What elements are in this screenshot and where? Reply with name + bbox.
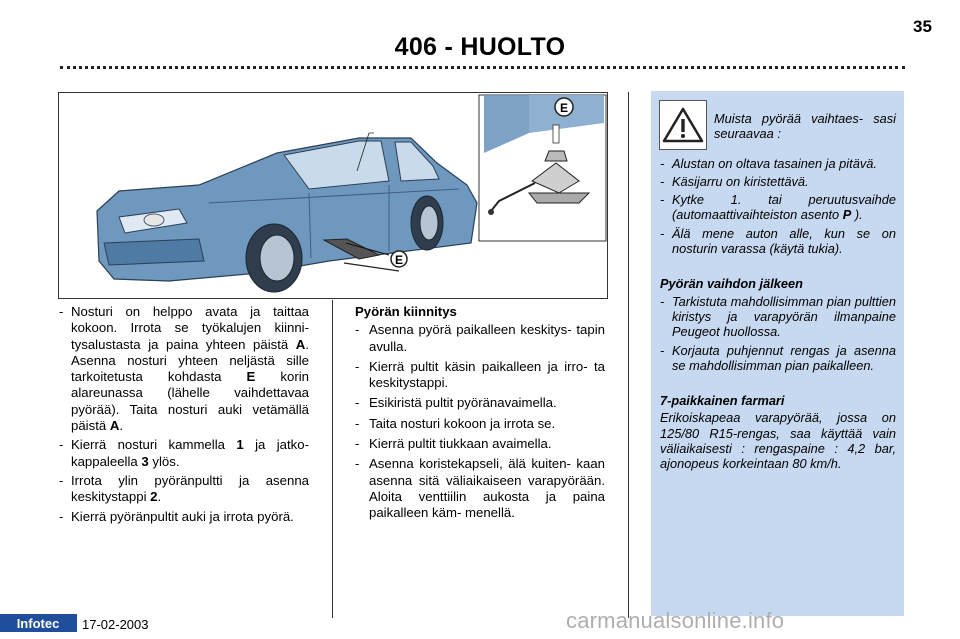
after-change-heading: Pyörän vaihdon jälkeen	[660, 276, 803, 292]
list-item: - Asenna koristekapseli, älä kuiten- kaan asenna sitä väliaikaiseen varapyörään. Aloita venttiilin aukosta ja paina paikalleen käm- menellä.	[355, 456, 605, 521]
car-jack-illustration	[58, 92, 608, 299]
list-item: - Asenna pyörä paikalleen keskitys- tapin avulla.	[355, 322, 605, 354]
page-number: 35	[913, 17, 932, 36]
callout-e-inset	[555, 98, 573, 116]
callout-e-main-label: E	[394, 253, 404, 267]
callout-e-main	[391, 251, 407, 267]
list-item: - Käsijarru on kiristettävä.	[660, 173, 809, 189]
list-item: - Korjauta puhjennut rengas ja asenna se mahdollisimman pian paikalleen.	[660, 342, 896, 373]
page-title: 406 - HUOLTO	[394, 33, 566, 61]
list-item: - Kytke 1. tai peruutusvaihde (automaattivaihteiston asento P ).	[660, 192, 896, 223]
list-item: - Kierrä pultit tiukkaan avaimella.	[355, 436, 552, 452]
list-item: - Kierrä pultit käsin paikalleen ja irro- ta keskitystappi.	[355, 358, 605, 391]
estate-text: Erikoiskapeaa varapyörää, jossa on 125/80 R15-rengas, saa käyttää vain väliaikaisesti : rengaspaine : 4,2 bar, ajonopeus korkeintaan 80 km/h.	[660, 410, 896, 472]
list-item: - Taita nosturi kokoon ja irrota se.	[355, 415, 556, 431]
list-item: - Esikiristä pultit pyöränavaimella.	[355, 395, 557, 411]
jack-instructions-column	[59, 304, 309, 528]
dotted-divider	[60, 66, 905, 69]
note-intro: Muista pyörää vaihtaes- sasi seuraavaa :	[714, 111, 896, 142]
infotec-logo	[0, 614, 77, 632]
column-divider-right	[628, 92, 629, 618]
car-drawing	[97, 133, 477, 292]
list-item: - Nosturi on helppo avata ja taittaa kokoon. Irrota se työkalujen kiinni- tysalustasta ja paina yhteen päistä A. Asenna nosturi yhteen neljästä sille tarkoitetusta kohdasta E korin alareunassa (lähelle vaihdettavaa pyörää). Taita nosturi auki vetämällä päistä A.	[59, 304, 309, 434]
list-item: - Älä mene auton alle, kun se on nosturin varassa (käytä tukia).	[660, 225, 896, 257]
jack-inset	[479, 95, 606, 241]
note-box	[651, 91, 904, 616]
list-item: - Kierrä nosturi kammella 1 ja jatko- kappaleella 3 ylös.	[59, 437, 309, 469]
callout-e-inset-label: E	[559, 101, 569, 115]
wheel-fitting-column	[355, 304, 605, 526]
estate-heading: 7-paikkainen farmari	[660, 393, 785, 409]
footer-date: 17-02-2003	[82, 617, 149, 632]
list-item: - Alustan on oltava tasainen ja pitävä.	[660, 155, 877, 171]
list-item: - Tarkistuta mahdollisimman pian pulttien kiristys ja varapyörän ilmanpaine Peugeot huollossa.	[660, 293, 896, 340]
watermark: carmanualsonline.info	[566, 608, 785, 633]
list-item: - Irrota ylin pyöränpultti ja asenna keskitystappi 2.	[59, 472, 309, 505]
column-divider-left	[332, 300, 333, 618]
list-item: - Kierrä pyöränpultit auki ja irrota pyörä.	[59, 508, 294, 524]
svg-text:Infotec: Infotec	[16, 616, 60, 631]
section-heading: Pyörän kiinnitys	[355, 304, 457, 319]
note-content	[660, 111, 896, 472]
